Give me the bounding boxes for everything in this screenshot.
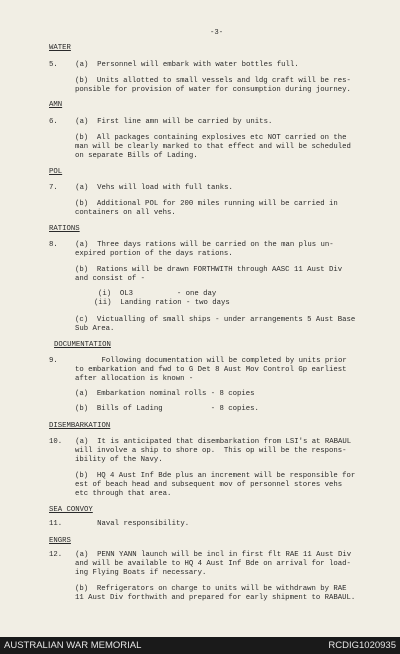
para-5a: 5. (a) Personnel will embark with water bottles full. (49, 61, 299, 69)
para-8b-line: (b) Rations will be drawn FORTHWITH through AASC 11 Aust Div (75, 266, 343, 274)
para-12a-line: ing Flying Boats if necessary. (75, 569, 207, 577)
para-12b-line: (b) Refrigerators on charge to units will be withdrawn by RAE (75, 585, 347, 593)
para-8c-line: (c) Victualling of small ships - under arrangements 5 Aust Base (75, 316, 356, 324)
archive-footer (0, 637, 400, 654)
para-8b-line: and consist of - (75, 275, 146, 283)
para-10a-line: 10. (a) It is anticipated that disembarkation from LSI's at RABAUL (49, 438, 352, 446)
para-9-line: to embarkation and fwd to G Det 8 Aust Mov Control Gp earliest (75, 366, 347, 374)
footer-record-id: RCDIG1020935 (328, 640, 396, 651)
para-8a-line: expired portion of the days rations. (75, 250, 233, 258)
heading-pol: POL (49, 168, 63, 176)
para-8c-line: Sub Area. (75, 325, 115, 333)
para-11: 11. Naval responsibility. (49, 520, 190, 528)
para-7b-line: (b) Additional POL for 200 miles running will be carried in (75, 200, 338, 208)
heading-amn: AMN (49, 101, 63, 109)
para-10a-line: ibility of the Navy. (75, 456, 163, 464)
footer-source: AUSTRALIAN WAR MEMORIAL (4, 640, 142, 651)
para-6b-line: man will be clearly marked to that effect and will be scheduled (75, 143, 351, 151)
heading-rations: RATIONS (49, 225, 80, 233)
heading-water: WATER (49, 44, 71, 52)
ration-item: (i) OL3 - one day (98, 290, 217, 298)
para-12b-line: 11 Aust Div forthwith and prepared for early shipment to RABAUL. (75, 594, 356, 602)
heading-sea-convoy: SEA CONVOY (49, 506, 93, 514)
para-7b-line: containers on all vehs. (75, 209, 176, 217)
heading-engrs: ENGRS (49, 537, 71, 545)
para-8a-line: 8. (a) Three days rations will be carried on the man plus un- (49, 241, 334, 249)
page-number: -3- (210, 29, 224, 37)
para-6b-line: (b) All packages containing explosives etc NOT carried on the (75, 134, 347, 142)
para-9b: (b) Bills of Lading - 8 copies. (75, 405, 259, 413)
para-5b-line: ponsible for provision of water for consumption during journey. (75, 86, 351, 94)
para-5b-line: (b) Units allotted to small vessels and ldg craft will be res- (75, 77, 351, 85)
para-9-line: 9. Following documentation will be completed by units prior (49, 357, 347, 365)
heading-disembarkation: DISEMBARKATION (49, 422, 111, 430)
heading-documentation: DOCUMENTATION (54, 341, 111, 349)
para-10b-line: etc through that area. (75, 490, 172, 498)
ration-item: (ii) Landing ration - two days (94, 299, 230, 307)
para-10b-line: est of beach head and subsequent mov of personnel stores vehs (75, 481, 343, 489)
para-6b-line: on separate Bills of Lading. (75, 152, 198, 160)
para-9a: (a) Embarkation nominal rolls - 8 copies (75, 390, 255, 398)
para-12a-line: and will be available to HQ 4 Aust Inf Bde on arrival for load- (75, 560, 351, 568)
para-12a-line: 12. (a) PENN YANN launch will be incl in first flt RAE 11 Aust Div (49, 551, 352, 559)
para-10b-line: (b) HQ 4 Aust Inf Bde plus an increment will be responsible for (75, 472, 356, 480)
para-10a-line: will involve a ship to shore op. This op will be the respons- (75, 447, 347, 455)
para-6a: 6. (a) First line amn will be carried by units. (49, 118, 273, 126)
para-7a: 7. (a) Vehs will load with full tanks. (49, 184, 233, 192)
para-9-line: after allocation is known - (75, 375, 194, 383)
